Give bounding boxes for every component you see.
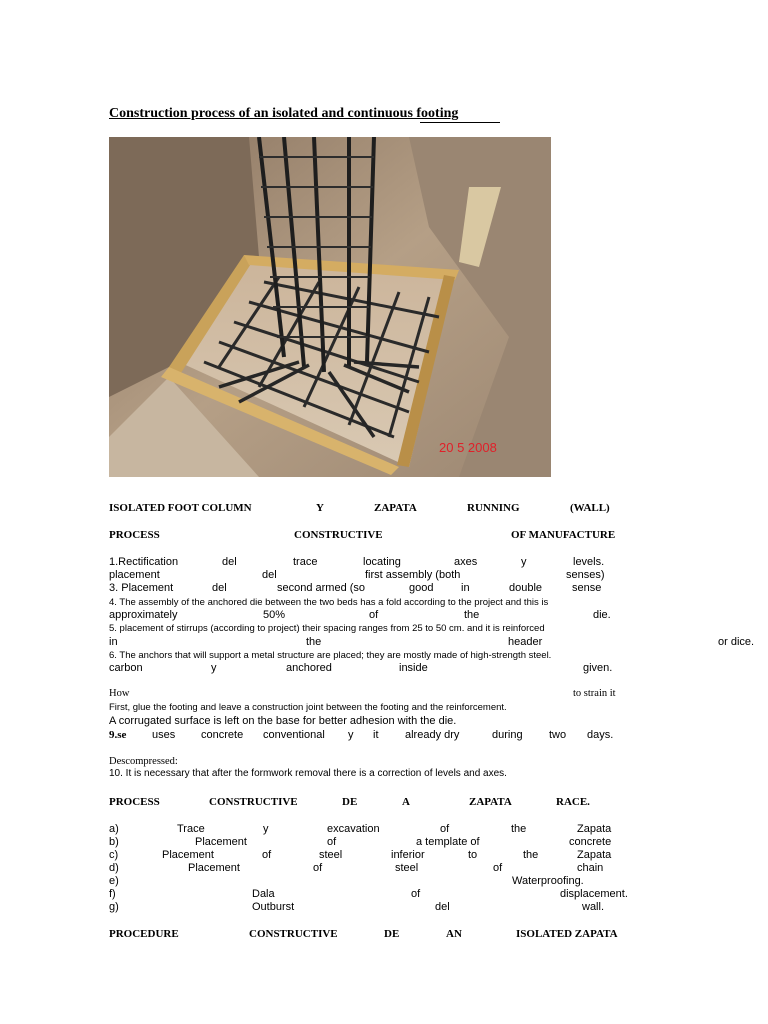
text-word: y [211, 662, 217, 674]
text-word: the [306, 636, 322, 648]
text-word: senses) [566, 569, 605, 581]
text-word: 3. Placement [109, 582, 174, 594]
text-word: Zapata [577, 849, 612, 861]
text-word: of [262, 849, 272, 861]
heading-manufacture: OF MANUFACTURE [511, 529, 616, 541]
text-word: uses [152, 729, 176, 741]
text-word: of [493, 862, 503, 874]
text-word: Waterproofing. [512, 875, 584, 887]
text-word: concrete [569, 836, 612, 848]
text-word: die. [593, 609, 611, 621]
text-word: of [411, 888, 421, 900]
text-word: How [109, 688, 130, 699]
text-word: conventional [263, 729, 325, 741]
text-word: del [435, 901, 450, 913]
list-item-marker: a) [109, 823, 119, 835]
text-word: 50% [263, 609, 286, 621]
text-word: the [464, 609, 480, 621]
text-word: inferior [391, 849, 425, 861]
heading-procedure: PROCEDURE [109, 928, 179, 940]
text-word: Outburst [252, 901, 295, 913]
heading-isolated-foot: ISOLATED FOOT COLUMN [109, 502, 252, 514]
text-word: steel [395, 862, 419, 874]
heading-constructive: CONSTRUCTIVE [249, 928, 338, 940]
text-word: placement [109, 569, 160, 581]
heading-race: RACE. [556, 796, 590, 808]
text-word: del [222, 556, 237, 568]
text-word: Trace [177, 823, 205, 835]
heading-zapata: ZAPATA [469, 796, 512, 808]
list-item-marker: c) [109, 849, 119, 861]
list-item-marker: g) [109, 901, 119, 913]
text-word: already dry [405, 729, 460, 741]
photo-date-stamp: 20 5 2008 [439, 440, 497, 455]
heading-zapata: ZAPATA [374, 502, 417, 514]
text-word: 9.se [109, 729, 127, 741]
heading-y: Y [316, 502, 324, 514]
footing-rebar-photo [109, 137, 551, 477]
text-word: levels. [573, 556, 605, 568]
text-word: in [461, 582, 470, 594]
list-item-marker: d) [109, 862, 119, 874]
text-line: 5. placement of stirrups (according to project) their spacing ranges from 25 to 50 cm. and it is reinforced [109, 623, 545, 634]
text-word: in [109, 636, 118, 648]
text-word: Dala [252, 888, 275, 900]
text-word: or dice. [718, 636, 755, 648]
text-word: two [549, 729, 567, 741]
text-word: del [262, 569, 277, 581]
text-word: sense [572, 582, 602, 594]
text-word: inside [399, 662, 428, 674]
document-title: Construction process of an isolated and continuous footing [109, 106, 459, 121]
text-word: double [509, 582, 543, 594]
text-word: concrete [201, 729, 244, 741]
text-line: 4. The assembly of the anchored die between the two beds has a fold according to the project and this is [109, 597, 549, 608]
text-line: First, glue the footing and leave a construction joint between the footing and the reinforcement. [109, 702, 507, 713]
text-word: during [492, 729, 523, 741]
heading-a: A [402, 796, 410, 808]
text-word: to [468, 849, 478, 861]
text-word: of [440, 823, 450, 835]
text-word: a template of [416, 836, 480, 848]
text-word: trace [293, 556, 318, 568]
text-word: carbon [109, 662, 143, 674]
text-word: it [373, 729, 379, 741]
text-word: axes [454, 556, 478, 568]
heading-running: RUNNING [467, 502, 520, 514]
text-word: steel [319, 849, 343, 861]
text-word: of [369, 609, 379, 621]
text-word: 1.Rectification [109, 556, 179, 568]
text-line: A corrugated surface is left on the base for better adhesion with the die. [109, 715, 457, 727]
text-word: header [508, 636, 543, 648]
text-word: of [313, 862, 323, 874]
text-word: Placement [162, 849, 214, 861]
text-word: del [212, 582, 227, 594]
heading-process: PROCESS [109, 796, 160, 808]
heading-process: PROCESS [109, 529, 160, 541]
text-word: second armed (so [277, 582, 366, 594]
text-word: the [511, 823, 527, 835]
text-word: approximately [109, 609, 178, 621]
text-word: of [327, 836, 337, 848]
text-word: locating [363, 556, 401, 568]
text-word: to strain it [573, 688, 616, 699]
text-line: 10. It is necessary that after the formwork removal there is a correction of levels and axes. [109, 768, 507, 779]
heading-wall: (WALL) [570, 502, 610, 514]
text-word: wall. [582, 901, 605, 913]
text-word: displacement. [560, 888, 628, 900]
heading-constructive: CONSTRUCTIVE [294, 529, 383, 541]
heading-isolated-zapata: ISOLATED ZAPATA [516, 928, 618, 940]
text-word: excavation [327, 823, 380, 835]
text-word: days. [587, 729, 614, 741]
text-word: chain [577, 862, 604, 874]
text-word: anchored [286, 662, 332, 674]
text-word: the [523, 849, 539, 861]
heading-constructive: CONSTRUCTIVE [209, 796, 298, 808]
heading-de: DE [342, 796, 358, 808]
list-item-marker: b) [109, 836, 119, 848]
heading-de: DE [384, 928, 400, 940]
text-word: Zapata [577, 823, 612, 835]
text-word: y [348, 729, 354, 741]
text-line: Descompressed: [109, 756, 178, 767]
text-word: y [521, 556, 527, 568]
text-word: given. [583, 662, 613, 674]
list-item-marker: f) [109, 888, 116, 900]
text-line: 6. The anchors that will support a metal structure are placed; they are mostly made of high-strength steel. [109, 650, 552, 661]
text-word: first assembly (both [365, 569, 461, 581]
text-word: Placement [195, 836, 247, 848]
text-word: y [263, 823, 269, 835]
heading-an: AN [446, 928, 462, 940]
text-word: Placement [188, 862, 240, 874]
list-item-marker: e) [109, 875, 119, 887]
text-word: good [409, 582, 434, 594]
title-underline [420, 122, 500, 123]
